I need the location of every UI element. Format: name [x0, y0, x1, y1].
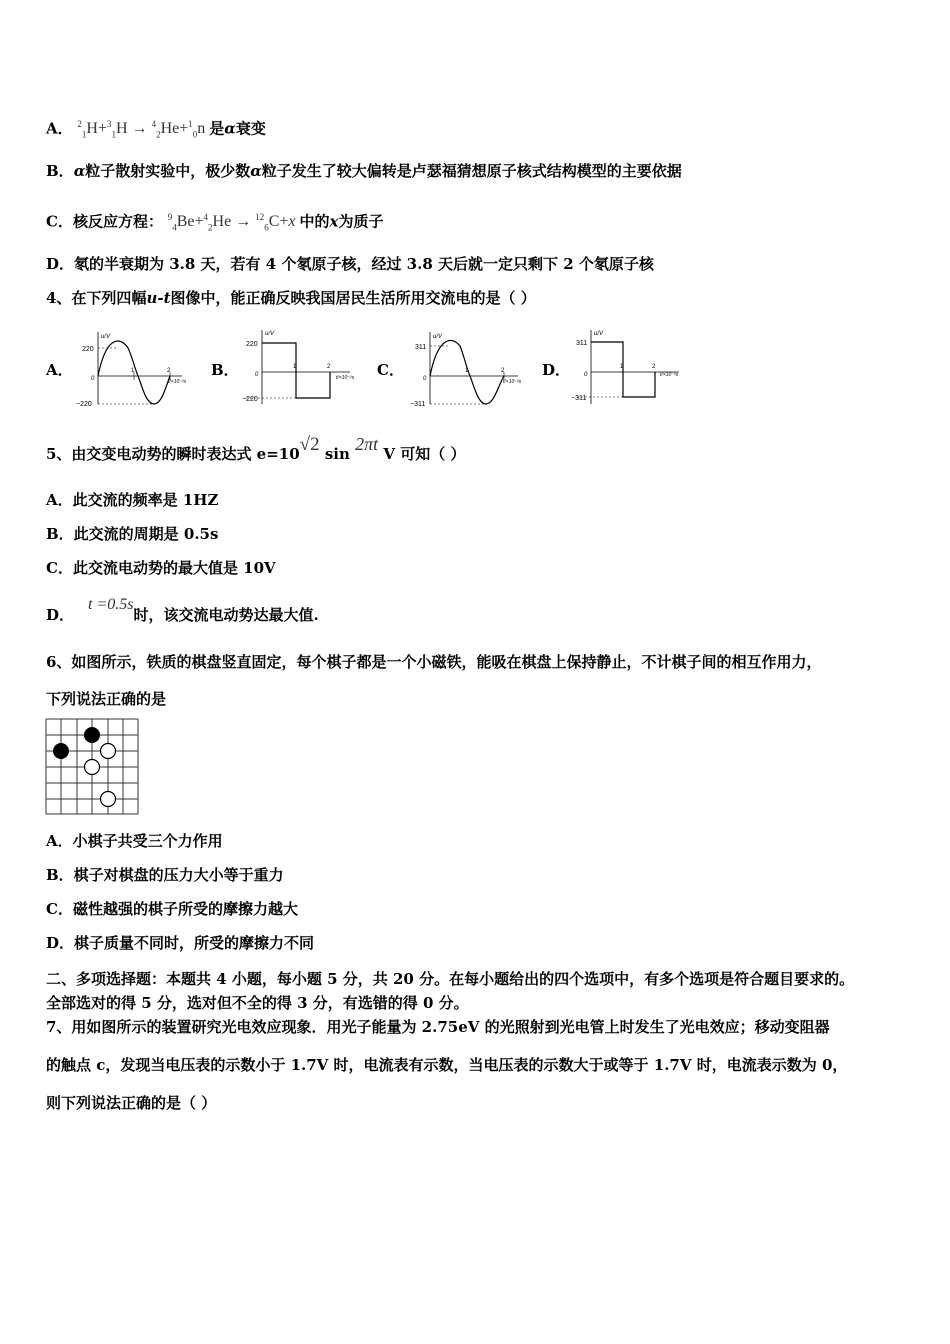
q6-option-b: B．棋子对棋盘的压力大小等于重力	[46, 866, 284, 884]
q7-stem-line3: 则下列说法正确的是（ ）	[46, 1094, 217, 1112]
q5-option-d: D．t =0.5s时，该交流电动势达最大值.	[46, 596, 319, 624]
black-chess-piece	[54, 744, 69, 759]
q6-option-c: C．磁性越强的棋子所受的摩擦力越大	[46, 900, 298, 918]
y-max-label: 220	[246, 341, 258, 348]
sine-argument: 2πt	[355, 434, 379, 454]
tick-label: 1	[293, 364, 297, 370]
axis-y-label: u/V	[433, 334, 443, 340]
q3-option-d: D．氡的半衰期为 3.8 天，若有 4 个氡原子核，经过 3.8 天后就一定只剩下 2 个氡原子核	[46, 255, 654, 273]
q4-option-d-label: D．	[542, 361, 571, 379]
axis-x-label: t/×10⁻²s	[660, 372, 679, 378]
q4-option-c-label: C．	[377, 361, 404, 379]
q6-option-d: D．棋子质量不同时，所受的摩擦力不同	[46, 934, 315, 952]
section2-line2: 全部选对的得 5 分，选对但不全的得 3 分，有选错的得 0 分。	[46, 994, 469, 1012]
tick-label: 2	[327, 364, 331, 370]
q5-option-c: C．此交流电动势的最大值是 10V	[46, 559, 276, 577]
q6-stem-line1: 6、如图所示，铁质的棋盘竖直固定，每个棋子都是一个小磁铁，能吸在棋盘上保持静止，不计棋子间的相互作用力，	[46, 653, 822, 671]
q6-stem-line2: 下列说法正确的是	[46, 690, 167, 708]
q3-option-b: B．α粒子散射实验中，极少数α粒子发生了较大偏转是卢瑟福猜想原子核式结构模型的主要依据	[46, 162, 682, 180]
y-max-label: 220	[82, 346, 94, 353]
tick-label: 1	[465, 368, 469, 374]
q7-stem-line1: 7、用如图所示的装置研究光电效应现象．用光子能量为 2.75eV 的光照射到光电管上时发生了光电效应；移动变阻器	[46, 1018, 830, 1036]
axis-y-label: u/V	[265, 331, 275, 337]
origin-label: 0	[91, 376, 95, 382]
graph-a-sine-220	[70, 326, 190, 408]
tick-label: 1	[620, 364, 624, 370]
y-min-label: −220	[76, 401, 92, 408]
axis-x-label: t/×10⁻²s	[503, 379, 522, 385]
q4-option-b-label: B．	[211, 361, 239, 379]
q3-option-a: A． $^2_1$H+$^3_1$H → $^4_2$He+$^1_0$n 是α衰变	[46, 119, 266, 140]
graph-b-square-220	[236, 326, 361, 408]
white-chess-piece	[101, 744, 116, 759]
graph-c-sine-311	[400, 326, 525, 408]
origin-label: 0	[584, 372, 588, 378]
graph-d-square-311	[565, 326, 690, 408]
white-chess-piece	[85, 760, 100, 775]
q5-option-a: A．此交流的频率是 1HZ	[46, 491, 219, 509]
y-min-label: −311	[410, 401, 426, 408]
axis-y-label: u/V	[101, 334, 111, 340]
q5-option-b: B．此交流的周期是 0.5s	[46, 525, 219, 543]
axis-x-label: t/×10⁻²s	[336, 375, 355, 381]
nuclear-equation: $^9_4$Be+$^4_2$He → $^{12}_6$C+x	[167, 212, 296, 233]
chessboard-figure	[45, 718, 141, 816]
tick-label: 2	[167, 368, 171, 374]
section2-line1: 二、多项选择题：本题共 4 小题，每小题 5 分，共 20 分。在每小题给出的四个选项中，有多个选项是符合题目要求的。	[46, 970, 855, 988]
origin-label: 0	[423, 376, 427, 382]
y-min-label: −311	[571, 395, 587, 402]
origin-label: 0	[255, 372, 259, 378]
white-chess-piece	[101, 792, 116, 807]
y-max-label: 311	[415, 344, 427, 351]
black-chess-piece	[85, 728, 100, 743]
q6-option-a: A．小棋子共受三个力作用	[46, 832, 223, 850]
y-max-label: 311	[576, 340, 588, 347]
tick-label: 1	[131, 368, 135, 374]
axis-y-label: u/V	[594, 331, 604, 337]
axis-x-label: t/×10⁻²s	[168, 379, 187, 385]
q7-stem-line2: 的触点 c，发现当电压表的示数小于 1.7V 时，电流表有示数，当电压表的示数大于或等于 1.7V 时，电流表示数为 0，	[46, 1056, 848, 1074]
y-min-label: −220	[242, 396, 258, 403]
q5-stem: 5、由交变电动势的瞬时表达式 e=10√2 sin 2πt V 可知（ ）	[46, 434, 466, 463]
q4-stem: 4、在下列四幅u-t图像中，能正确反映我国居民生活所用交流电的是（ ）	[46, 289, 536, 307]
time-expression: t =0.5s	[88, 596, 134, 613]
option-label: A．	[46, 119, 73, 138]
tick-label: 2	[652, 364, 656, 370]
tick-label: 2	[501, 368, 505, 374]
q4-option-a-label: A．	[46, 361, 73, 379]
q3-option-c: C．核反应方程： $^9_4$Be+$^4_2$He → $^{12}_6$C+x 中的x为质子	[46, 212, 384, 233]
nuclear-equation: $^2_1$H+$^3_1$H → $^4_2$He+$^1_0$n	[77, 119, 206, 140]
sqrt-expression: √2	[299, 434, 320, 455]
